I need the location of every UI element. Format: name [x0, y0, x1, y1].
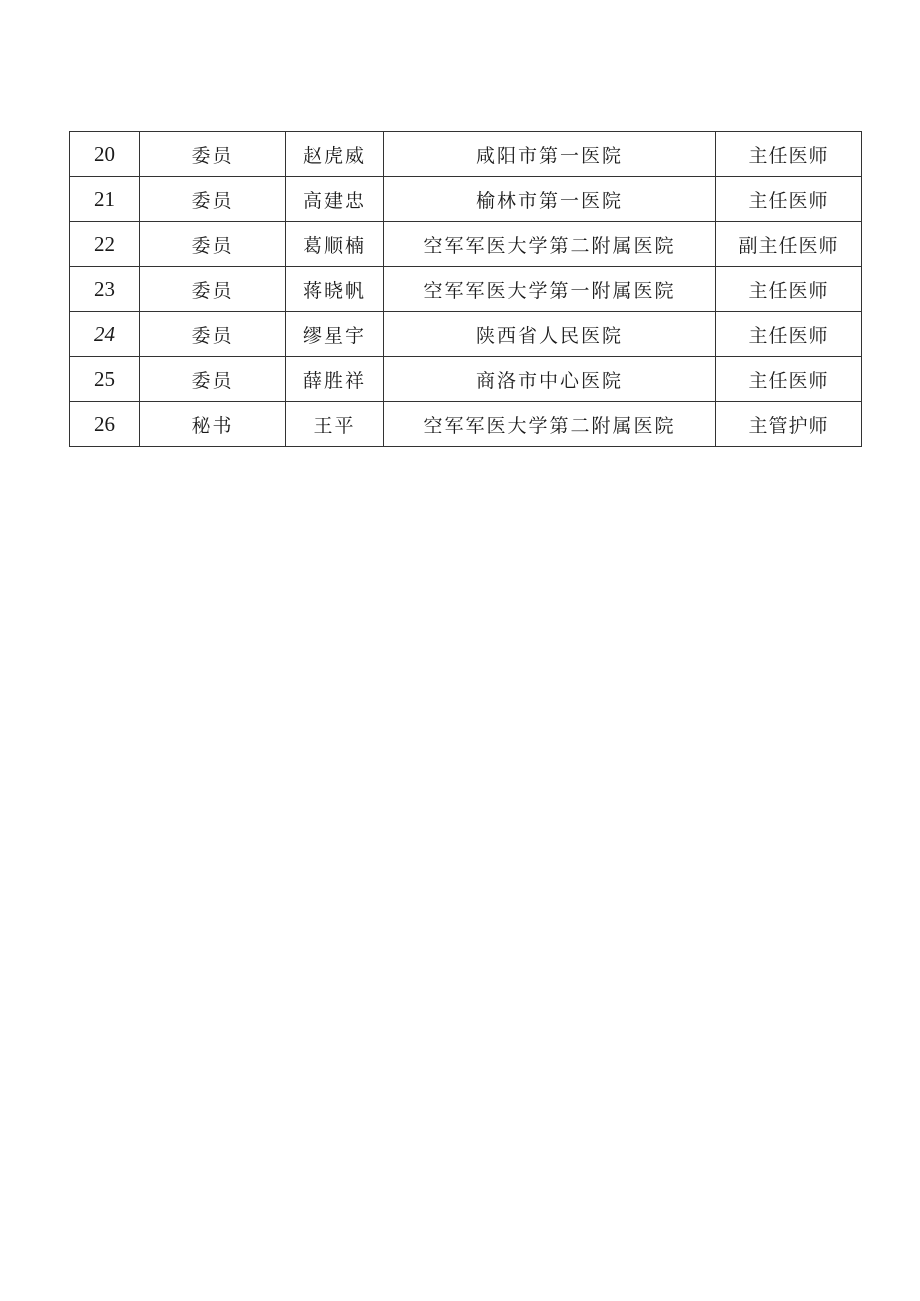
row-role: 委员: [140, 132, 286, 177]
row-role: 委员: [140, 177, 286, 222]
row-title: 主任医师: [716, 132, 862, 177]
row-title: 主管护师: [716, 402, 862, 447]
row-title: 主任医师: [716, 312, 862, 357]
row-name: 缪星宇: [286, 312, 384, 357]
table-row: [70, 177, 862, 222]
row-title: 主任医师: [716, 357, 862, 402]
row-hospital: 空军军医大学第一附属医院: [384, 267, 716, 312]
row-number: 22: [70, 222, 140, 267]
row-number: 23: [70, 267, 140, 312]
roster-body: [70, 132, 862, 447]
row-role: 委员: [140, 222, 286, 267]
row-name: 葛顺楠: [286, 222, 384, 267]
row-number: 21: [70, 177, 140, 222]
row-hospital: 空军军医大学第二附属医院: [384, 222, 716, 267]
row-name: 王平: [286, 402, 384, 447]
row-hospital: 陕西省人民医院: [384, 312, 716, 357]
table-row: [70, 312, 862, 357]
table-row: [70, 132, 862, 177]
row-role: 委员: [140, 357, 286, 402]
row-number: 20: [70, 132, 140, 177]
row-hospital: 商洛市中心医院: [384, 357, 716, 402]
row-name: 薛胜祥: [286, 357, 384, 402]
row-role: 委员: [140, 312, 286, 357]
row-name: 赵虎威: [286, 132, 384, 177]
row-number: 26: [70, 402, 140, 447]
row-role: 秘书: [140, 402, 286, 447]
table-row: [70, 267, 862, 312]
row-hospital: 空军军医大学第二附属医院: [384, 402, 716, 447]
table-row: [70, 402, 862, 447]
row-title: 副主任医师: [716, 222, 862, 267]
row-name: 蒋晓帆: [286, 267, 384, 312]
table-row: [70, 222, 862, 267]
row-number: 24: [70, 312, 140, 357]
row-title: 主任医师: [716, 177, 862, 222]
row-role: 委员: [140, 267, 286, 312]
table-row: [70, 357, 862, 402]
row-number: 25: [70, 357, 140, 402]
row-name: 高建忠: [286, 177, 384, 222]
committee-roster-table: [69, 131, 862, 447]
row-title: 主任医师: [716, 267, 862, 312]
row-hospital: 咸阳市第一医院: [384, 132, 716, 177]
row-hospital: 榆林市第一医院: [384, 177, 716, 222]
